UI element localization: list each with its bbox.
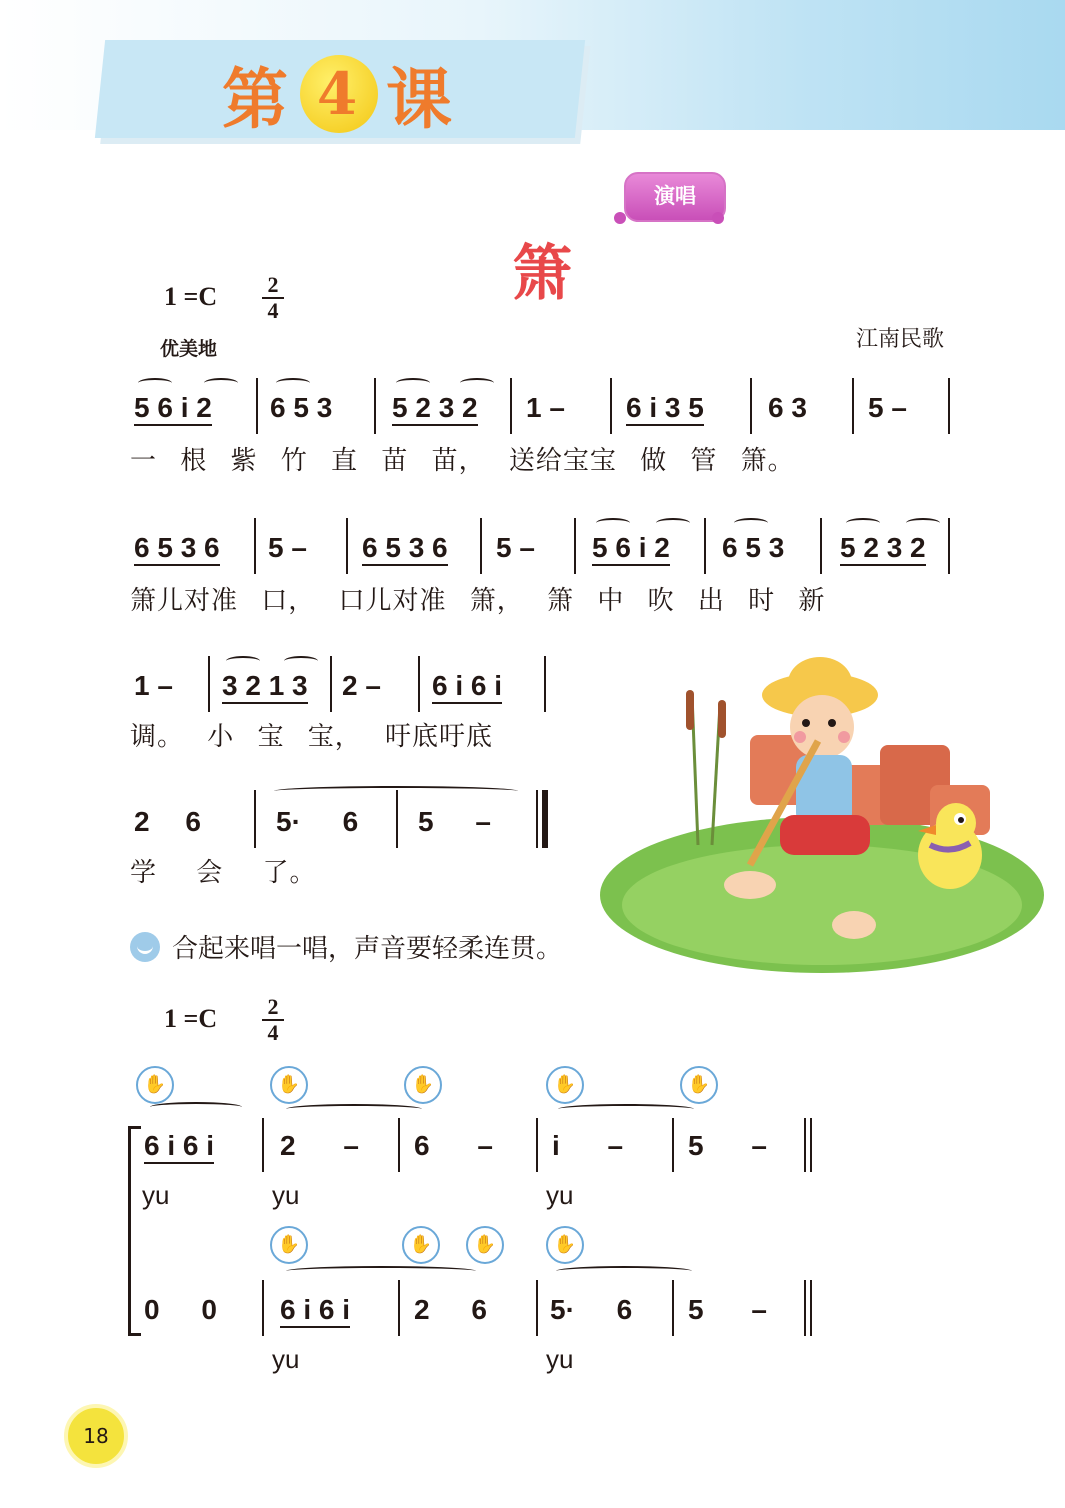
measure: 6 5 3 6: [134, 532, 220, 566]
measure: 5· 6: [276, 806, 359, 837]
staff-line-2: [134, 518, 954, 578]
time-bottom: 4: [267, 298, 279, 323]
measure: 5 6 i 2: [592, 532, 670, 566]
practice-time-signature: [262, 996, 284, 1044]
measure: 5· 6: [550, 1294, 633, 1325]
staff-line-1: [134, 378, 954, 438]
smile-icon: [130, 932, 160, 962]
measure: i –: [552, 1130, 624, 1161]
lesson-suffix: 课: [386, 60, 456, 138]
syllable: yu: [546, 1180, 574, 1210]
syllable: yu: [272, 1344, 300, 1374]
badge-note-icon: [712, 212, 724, 224]
syllable: yu: [546, 1344, 574, 1374]
hand-sign-icon: ✋: [404, 1066, 442, 1104]
syllable: yu: [272, 1180, 300, 1210]
singing-tip: [130, 928, 562, 965]
key-signature: 1 =C: [164, 282, 218, 311]
lesson-prefix: 第: [222, 60, 292, 138]
measure: 5 –: [868, 392, 907, 423]
measure: 2 6: [134, 806, 201, 837]
measure: 6 –: [414, 1130, 493, 1161]
staff-line-3: [134, 656, 554, 716]
hand-sign-icon: ✋: [546, 1226, 584, 1264]
time-top: 2: [267, 272, 279, 297]
measure: 2 –: [342, 670, 381, 701]
lesson-number: 4: [300, 55, 378, 133]
practice-lower-staff: [144, 1266, 814, 1332]
practice-time-top: 2: [267, 994, 279, 1019]
hand-sign-icon: ✋: [466, 1226, 504, 1264]
lesson-title: [222, 46, 456, 141]
practice-time-bottom: 4: [267, 1020, 279, 1045]
measure: 6 5 3: [270, 392, 333, 423]
page-number: 18: [64, 1404, 128, 1468]
hand-sign-icon: ✋: [680, 1066, 718, 1104]
measure: 2 –: [280, 1130, 359, 1161]
measure: 6 i 6 i: [432, 670, 502, 704]
hand-sign-icon: ✋: [270, 1066, 308, 1104]
tip-text: 合起来唱一唱，声音要轻柔连贯。: [172, 934, 563, 964]
system-brace: [128, 1126, 141, 1336]
measure: 2 6: [414, 1294, 487, 1325]
hand-sign-icon: ✋: [402, 1226, 440, 1264]
measure: 5 6 i 2: [134, 392, 212, 426]
lyrics-line-2: 箫儿对准 口， 口儿对准 箫， 箫 中 吹 出 时 新: [130, 586, 826, 616]
measure: 6 5 3: [722, 532, 785, 563]
practice-upper-staff: [144, 1102, 814, 1168]
measure: 6 i 3 5: [626, 392, 704, 426]
lyrics-line-3: 调。 小 宝 宝， 吁底吁底: [130, 722, 494, 752]
lyrics-line-1: 一 根 紫 竹 直 苗 苗， 送给宝宝 做 管 箫。: [130, 446, 795, 476]
measure: 5 –: [418, 806, 491, 837]
measure: 5 2 3 2: [392, 392, 478, 426]
lyrics-line-4: 学 会 了。: [130, 858, 317, 888]
song-source: 江南民歌: [856, 327, 945, 352]
boy-playing-flute-illustration: [600, 655, 1045, 975]
song-title: 箫: [512, 239, 572, 309]
measure: 5 –: [688, 1294, 767, 1325]
measure: 5 2 3 2: [840, 532, 926, 566]
syllable: yu: [142, 1180, 170, 1210]
tempo-marking: 优美地: [160, 338, 218, 360]
hand-sign-icon: ✋: [136, 1066, 174, 1104]
hand-sign-icon: ✋: [546, 1066, 584, 1104]
measure: 6 5 3 6: [362, 532, 448, 566]
measure: 6 i 6 i: [144, 1130, 214, 1164]
measure: 0 0: [144, 1294, 217, 1325]
time-signature: [262, 274, 284, 322]
measure: 5 –: [268, 532, 307, 563]
measure: 1 –: [134, 670, 173, 701]
measure: 5 –: [496, 532, 535, 563]
staff-line-4: [134, 786, 554, 852]
measure: 3 2 1 3: [222, 670, 308, 704]
measure: 1 –: [526, 392, 565, 423]
practice-key-signature: 1 =C: [164, 1004, 218, 1033]
measure: 6 3: [768, 392, 807, 423]
badge-note-icon: [614, 212, 626, 224]
measure: 5 –: [688, 1130, 767, 1161]
activity-badge: 演唱: [624, 172, 726, 222]
hand-sign-icon: ✋: [270, 1226, 308, 1264]
measure: 6 i 6 i: [280, 1294, 350, 1328]
